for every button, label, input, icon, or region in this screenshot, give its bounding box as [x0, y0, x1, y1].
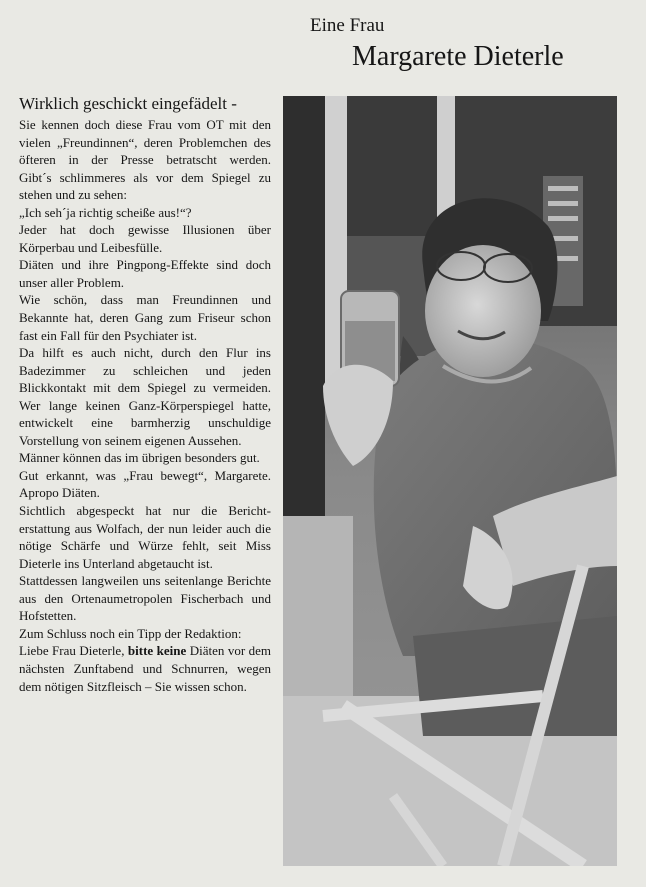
closing-text-start: Liebe Frau Dieterle, — [19, 643, 128, 659]
paragraph: Wie schön, dass man Freundinnen und Bekannte hat, deren Gang zum Friseur schon fast ein Fall für den Psychiater ist. — [19, 292, 271, 343]
paragraph: Zum Schluss noch ein Tipp der Redaktion: — [19, 625, 242, 641]
paragraph: „Ich seh´ja richtig scheiße aus!“? — [19, 204, 192, 220]
article-body — [19, 116, 271, 695]
article-lead: Wirklich geschickt eingefädelt - — [19, 94, 237, 113]
paragraph: Da hilft es auch nicht, durch den Flur ins Badezimmer zu schleichen und jeden Blickkontakt mit dem Spiegel zu vermeiden. Wer lange keinen Ganz-Körperspiegel hatte, entwickelt eine barmherzig unschuldige Vorstellung von seinem eigenen Aussehen. — [19, 345, 271, 448]
paragraph: Sichtlich abgespeckt hat nur die Bericht-erstattung aus Wolfach, der nun leider auch die nötige Schärfe und Würze fehlt, seit Miss Dieterle ins Unterland abgetaucht ist. — [19, 503, 271, 571]
paragraph: Gut erkannt, was „Frau bewegt“, Margarete. Apropo Diäten. — [19, 467, 271, 501]
paragraph: Sie kennen doch diese Frau vom OT mit den vielen „Freundinnen“, deren Problemchen des öfteren in der Presse betratscht werden. — [19, 117, 271, 168]
paragraph: Männer können das im übrigen besonders gut. — [19, 450, 260, 466]
paragraph: Jeder hat doch gewisse Illusionen über Körperbau und Leibesfülle. — [19, 222, 271, 255]
closing-paragraph — [19, 642, 271, 695]
article-headline: Margarete Dieterle — [352, 41, 564, 72]
closing-emphasis: bitte keine — [127, 643, 187, 659]
article-kicker: Eine Frau — [310, 15, 385, 36]
portrait-photo — [283, 96, 617, 866]
paragraph: Diäten und ihre Pingpong-Effekte sind doch unser aller Problem. — [19, 257, 271, 290]
closing-text-end: Diäten vor dem nächsten Zunftabend und Schnurren, wegen dem nötigen Sitzfleisch – Sie wissen schon. — [19, 643, 271, 694]
paragraph: Gibt´s schlimmeres als vor dem Spiegel zu stehen und zu sehen: — [19, 169, 271, 203]
paragraph: Stattdessen langweilen uns seitenlange Berichte aus den Ortenaumetropolen Fischerbach und Hofstetten. — [19, 573, 271, 624]
